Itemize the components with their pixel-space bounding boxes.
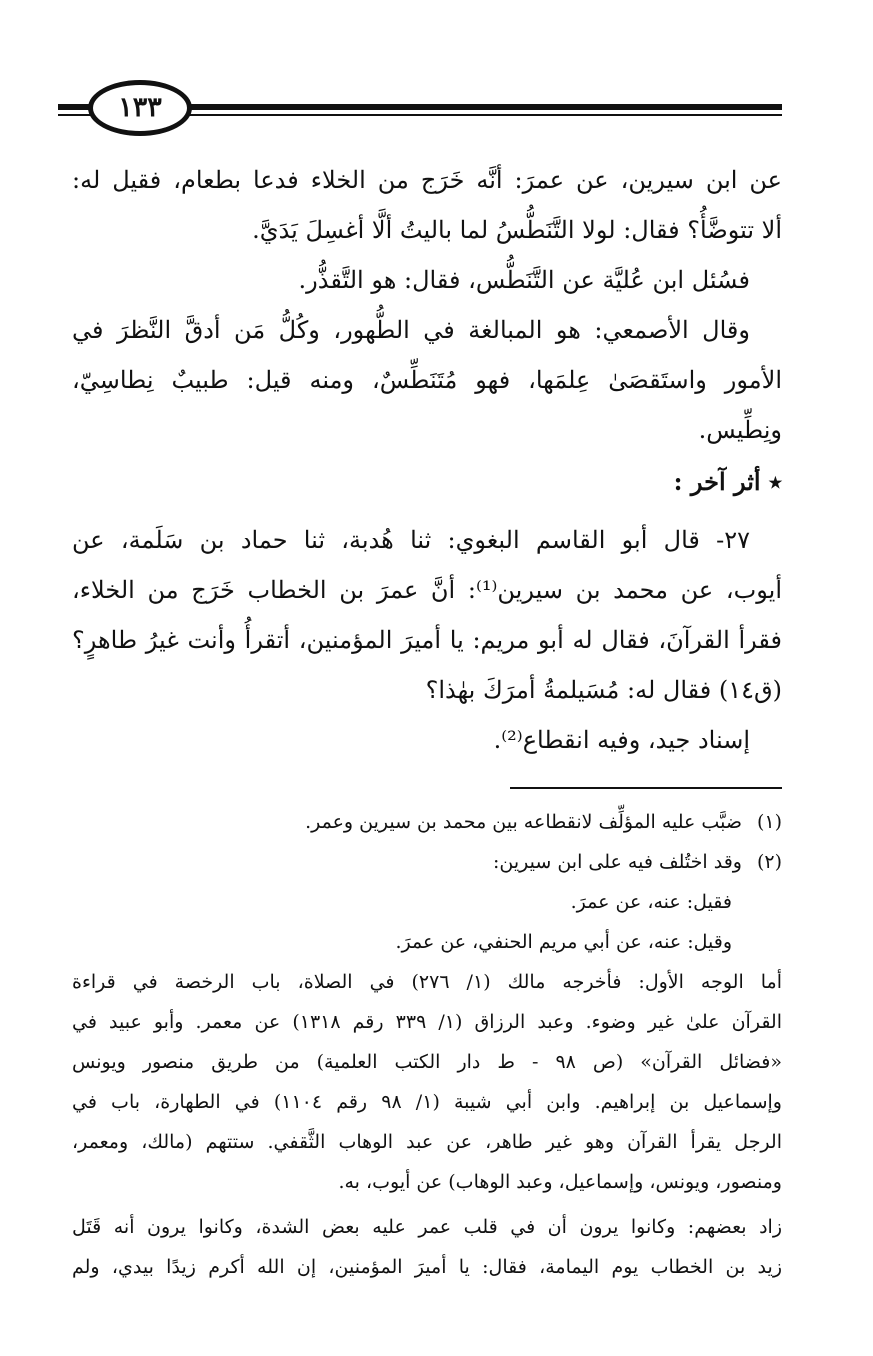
footnote-number: (١) xyxy=(756,811,782,833)
footnote-line: زاد بعضهم: وكانوا يرون أن في قلب عمر عليه بعض الشدة، وكانوا يرون أنه قَتَل xyxy=(72,1216,782,1238)
text-line: فقرأ القرآنَ، فقال له أبو مريم: يا أميرَ المؤمنين، أتقرأُ وأنت غيرُ طاهرٍ؟ xyxy=(72,626,782,654)
text-line: ونِطِّيس. xyxy=(698,416,782,444)
text-line: أيوب، عن محمد بن سيرين⁽¹⁾: أنَّ عمرَ بن الخطاب خَرَج من الخلاء، xyxy=(72,576,782,604)
footnote-line xyxy=(72,845,782,881)
footnote-line: «فضائل القرآن» (ص ٩٨ - ط دار الكتب العلمية) من طريق منصور ويونس xyxy=(72,1051,782,1073)
footnote-separator xyxy=(510,787,782,789)
footnote-line: فقيل: عنه، عن عمرَ. xyxy=(570,891,732,913)
text-line: إسناد جيد، وفيه انقطاع⁽²⁾. xyxy=(493,726,750,754)
footnote-line: ومنصور، ويونس، وإسماعيل، وعبد الوهاب) عن أيوب، به. xyxy=(338,1171,782,1193)
text-line: ٢٧- قال أبو القاسم البغوي: ثنا هُدبة، ثنا حماد بن سَلَمة، عن xyxy=(72,526,750,554)
text-line: وقال الأصمعي: هو المبالغة في الطُّهور، وكُلُّ مَن أدقَّ النَّظرَ في xyxy=(72,316,750,344)
text-line: الأمور واستَقصَىٰ عِلمَها، فهو مُتَنَطِّسٌ، ومنه قيل: طبيبٌ نِطاسِيّ، xyxy=(72,366,782,394)
text-line: عن ابن سيرين، عن عمرَ: أنَّه خَرَج من الخلاء فدعا بطعام، فقيل له: xyxy=(72,166,782,194)
footnote-text: وقد اختُلف فيه على ابن سيرين: xyxy=(493,851,742,873)
footnote-number: (٢) xyxy=(756,851,782,873)
footnote-line: القرآن علىٰ غير وضوء. وعبد الرزاق (١/ ٣٣٩ رقم ١٣١٨) عن معمر. وأبو عبيد في xyxy=(72,1011,782,1033)
page-number: ١٣٣ xyxy=(88,80,192,136)
text-line: ألا تتوضَّأُ؟ فقال: لولا التَّنَطُّسُ لما باليتُ ألَّا أغسِلَ يَدَيَّ. xyxy=(252,216,782,244)
footnote-line: وقيل: عنه، عن أبي مريم الحنفي، عن عمرَ. xyxy=(395,931,732,953)
footnote-text: ضبَّب عليه المؤلِّف لانقطاعه بين محمد بن سيرين وعمر. xyxy=(305,811,742,833)
footnote-line: الرجل يقرأ القرآن وهو غير طاهر، عن عبد الوهاب الثَّقفي. ستتهم (مالك، ومعمر، xyxy=(72,1131,782,1153)
page-header xyxy=(58,80,782,140)
footnote-line: زيد بن الخطاب يوم اليمامة، فقال: يا أميرَ المؤمنين، إن الله أكرم زيدًا بيدي، ولم xyxy=(72,1256,782,1278)
text-line: (ق١٤) فقال له: مُسَيلمةُ أمرَكَ بهٰذا؟ xyxy=(425,676,782,704)
section-heading: ٭ أثر آخر : xyxy=(673,467,782,496)
footnote-line xyxy=(72,805,782,841)
footnote-line: أما الوجه الأول: فأخرجه مالك (١/ ٢٧٦) في الصلاة، باب الرخصة في قراءة xyxy=(72,971,782,993)
footnote-line: وإسماعيل بن إبراهيم. وابن أبي شيبة (١/ ٩٨ رقم ١١٠٤) في الطهارة، باب في xyxy=(72,1091,782,1113)
text-line: فسُئل ابن عُليَّة عن التَّنَطُّس، فقال: هو التَّقذُّر. xyxy=(298,266,750,294)
